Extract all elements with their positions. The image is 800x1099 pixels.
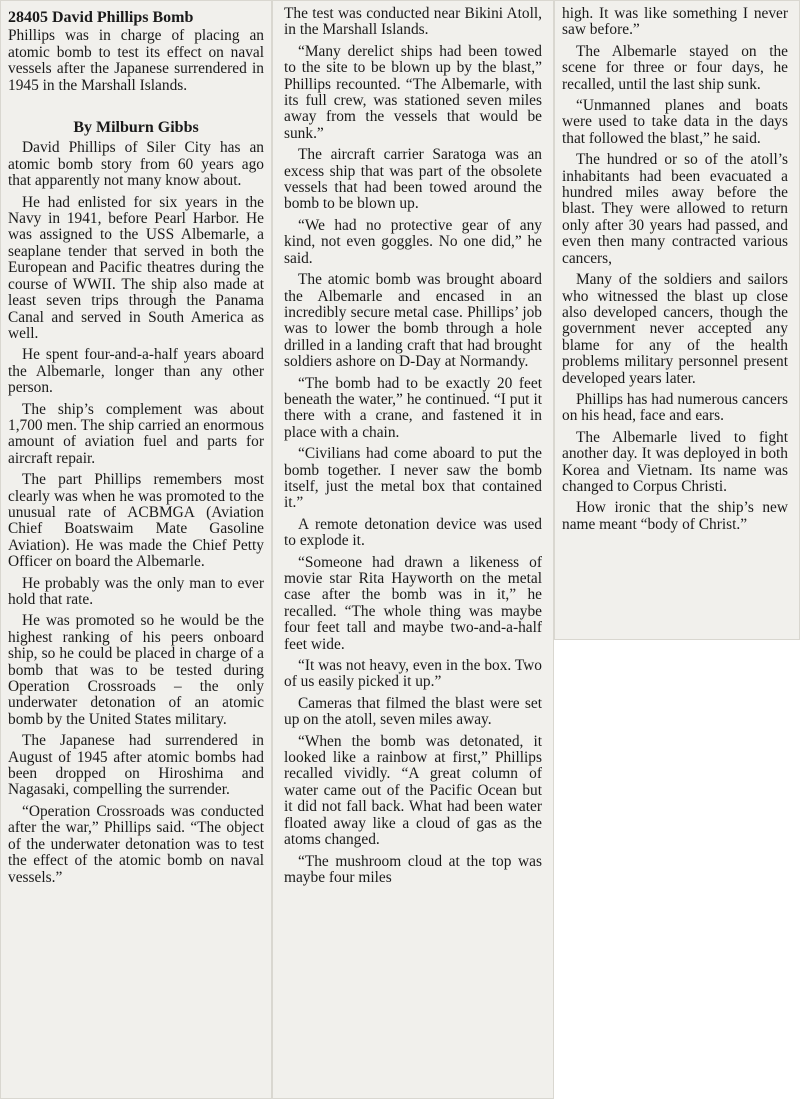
paragraph: How ironic that the ship’s new name meant “body of Christ.”	[562, 499, 788, 533]
article-headline: 28405 David Phillips Bomb	[8, 9, 194, 26]
paragraph: “It was not heavy, even in the box. Two of us easily picked it up.”	[284, 657, 542, 691]
article-byline: By Milburn Gibbs	[73, 119, 199, 137]
article-summary: Phillips was in charge of placing an atomic bomb to test its effect on naval vessels after the Japanese surrendered in 1945 in the Marshall Islands.	[8, 27, 264, 94]
paragraph: The Albemarle lived to fight another day. It was deployed in both Korea and Vietnam. Its name was changed to Corpus Christi.	[562, 428, 788, 495]
paragraph: “We had no protective gear of any kind, not even goggles. No one did,” he said.	[284, 216, 542, 267]
paragraph: “Operation Crossroads was conducted after the war,” Phillips said. “The object of the underwater detonation was to test the effect of the atomic bomb on naval vessels.”	[8, 802, 264, 886]
paragraph: “The bomb had to be exactly 20 feet beneath the water,” he continued. “I put it there with a crane, and fastened it in place with a chain.	[284, 374, 542, 441]
paragraph: The aircraft carrier Saratoga was an excess ship that was part of the obsolete vessels that had been towed around the bomb to be blown up.	[284, 146, 542, 213]
paragraph: He spent four-and-a-half years aboard the Albemarle, longer than any other person.	[8, 346, 264, 397]
paragraph: The part Phillips remembers most clearly was when he was promoted to the unusual rate of ACBMGA (Aviation Chief Boatswaim Mate Gasoline Aviation). He was made the Chief Petty Officer on board the Albemarle.	[8, 471, 264, 571]
article-column-left	[8, 6, 264, 891]
paragraph: Many of the soldiers and sailors who witnessed the blast up close also developed cancers, though the government never accepted any blame for any of the health problems military personnel present developed years later.	[562, 271, 788, 387]
paragraph: “The mushroom cloud at the top was maybe four miles	[284, 852, 542, 886]
paragraph: Cameras that filmed the blast were set up on the atoll, seven miles away.	[284, 694, 542, 729]
paragraph: He had enlisted for six years in the Navy in 1941, before Pearl Harbor. He was assigned to the USS Albemarle, a seaplane tender that served in both the European and Pacific theatres during the course of WWII. The ship also made at least seven trips through the Panama Canal and served in South America as well.	[8, 193, 264, 342]
paragraph: He probably was the only man to ever hold that rate.	[8, 574, 264, 608]
paragraph: The Albemarle stayed on the scene for three or four days, he recalled, until the last ship sunk.	[562, 42, 788, 93]
paragraph: David Phillips of Siler City has an atomic bomb story from 60 years ago that apparently not many know about.	[8, 139, 264, 190]
paragraph: high. It was like something I never saw before.”	[562, 5, 788, 39]
paragraph: The atomic bomb was brought aboard the Albemarle and encased in an incredibly secure metal case. Phillips’ job was to lower the bomb through a hole drilled in a landing craft that had brought soldiers ashore on D-Day at Normandy.	[284, 271, 542, 371]
article-column-right	[562, 6, 788, 538]
paragraph: The hundred or so of the atoll’s inhabitants had been evacuated a hundred miles away before the blast. They were allowed to return only after 30 years had passed, and even then many contracted various cancers,	[562, 151, 788, 267]
paragraph: Phillips has had numerous cancers on his head, face and ears.	[562, 390, 789, 425]
paragraph: “Many derelict ships had been towed to the site to be blown up by the blast,” Phillips recounted. “The Albemarle, with its full crew, was stationed seven miles away from the vessels that would be sunk.”	[284, 42, 542, 142]
paragraph: He was promoted so he would be the highest ranking of his peers onboard ship, so he could be placed in charge of a bomb that was to be tested during Operation Crossroads – the only underwater detonation of an atomic bomb by the United States military.	[8, 612, 264, 728]
paragraph: “When the bomb was detonated, it looked like a rainbow at first,” Phillips recalled vividly. “A great column of water came out of the Pacific Ocean but it did not fall back. What had been water floated away like a cloud of gas as the atoms changed.	[284, 732, 542, 849]
paragraph: “Unmanned planes and boats were used to take data in the days that followed the blast,” he said.	[562, 97, 788, 147]
article-column-middle	[284, 6, 542, 891]
paragraph: “Civilians had come aboard to put the bomb together. I never saw the bomb itself, just the metal box that contained it.”	[284, 445, 542, 512]
paragraph: The Japanese had surrendered in August of 1945 after atomic bombs had been dropped on Hiroshima and Nagasaki, compelling the surrender.	[8, 732, 264, 799]
paragraph: A remote detonation device was used to explode it.	[284, 515, 542, 550]
paragraph: The ship’s complement was about 1,700 men. The ship carried an enormous amount of aviation fuel and parts for aircraft repair.	[8, 400, 264, 467]
paragraph: “Someone had drawn a likeness of movie star Rita Hayworth on the metal case after the bomb was in it,” he recalled. “The whole thing was maybe four feet tall and maybe two-and-a-half feet wide.	[284, 553, 542, 653]
paragraph: The test was conducted near Bikini Atoll, in the Marshall Islands.	[284, 5, 542, 39]
